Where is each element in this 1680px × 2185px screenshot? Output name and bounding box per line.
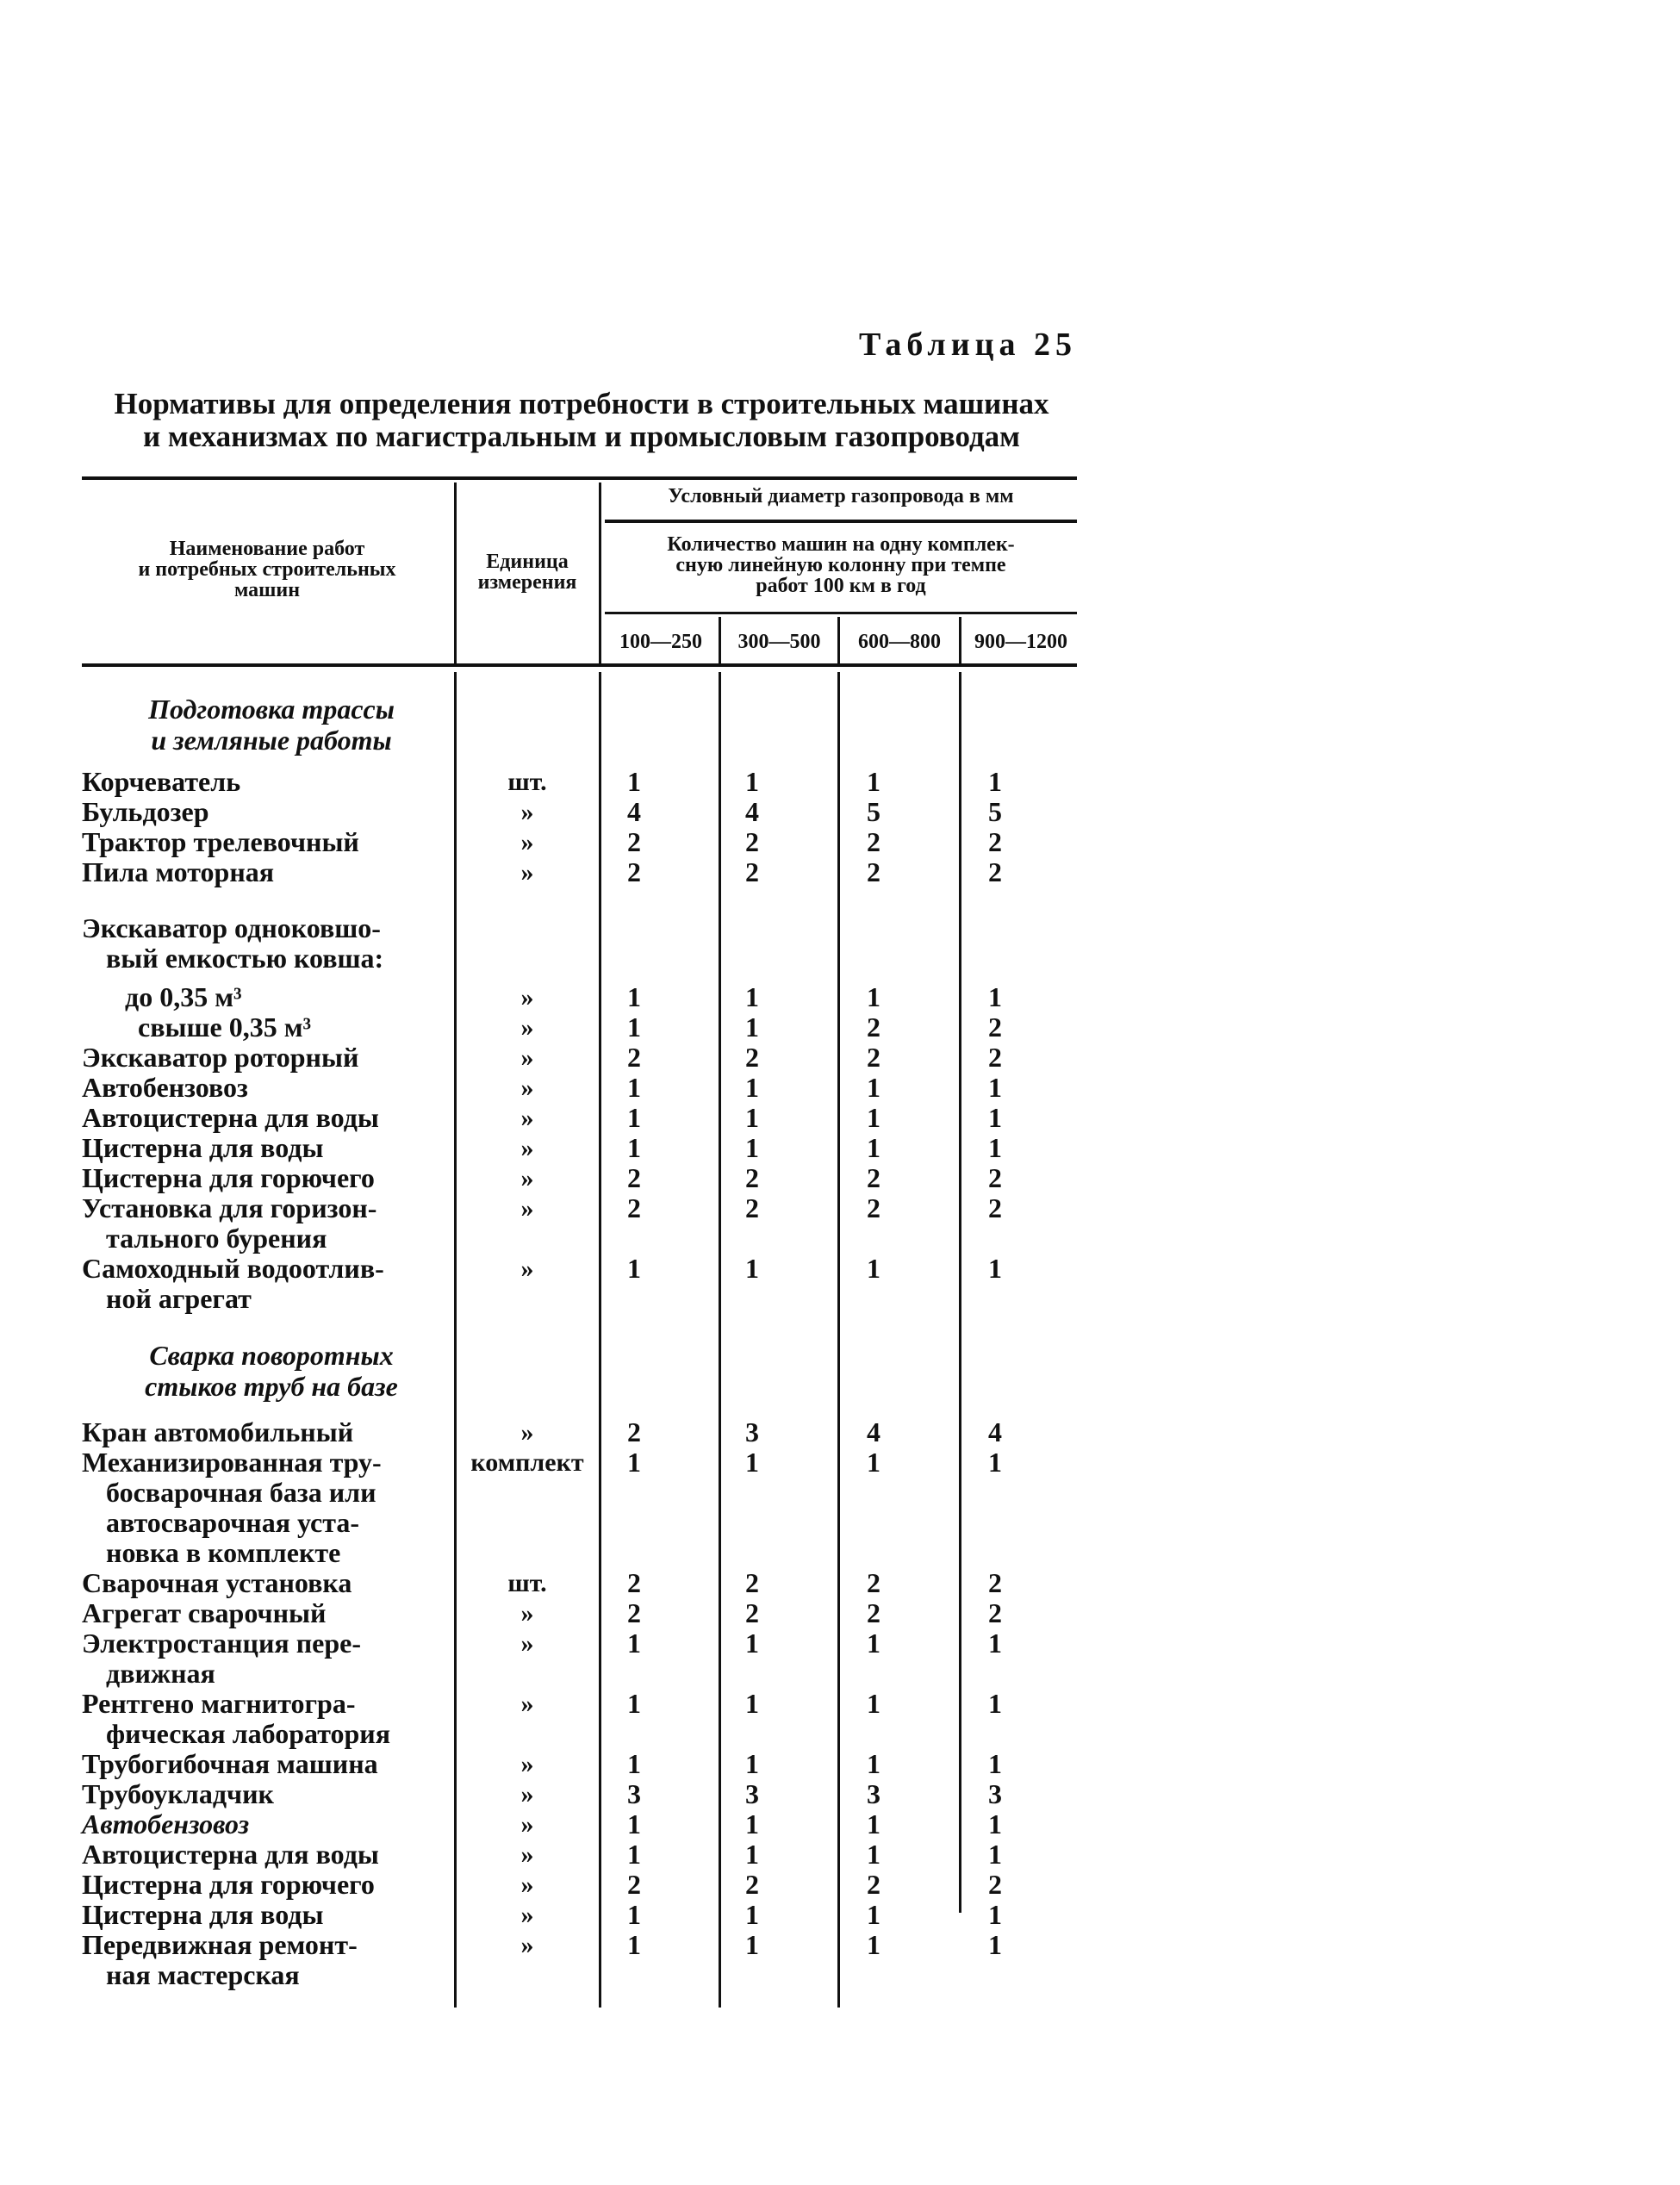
table-title-line-1: Нормативы для определения потребности в строительных машинах xyxy=(114,387,1049,420)
header-top-rule xyxy=(82,476,1077,480)
row-value: 1 xyxy=(627,981,641,1012)
row-value: 1 xyxy=(745,766,759,797)
row-unit: » xyxy=(520,1810,534,1839)
row-value: 1 xyxy=(867,1808,880,1840)
row-value: 1 xyxy=(745,1808,759,1840)
header-bottom-rule xyxy=(82,663,1077,667)
row-unit: » xyxy=(520,1871,534,1899)
row-name-line: вый емкостью ковша: xyxy=(106,943,384,974)
row-value: 1 xyxy=(988,1899,1002,1930)
section-title-line: Сварка поворотных xyxy=(149,1340,394,1371)
row-value: 1 xyxy=(988,1102,1002,1133)
row-name-line: до 0,35 м³ xyxy=(125,981,242,1012)
row-value: 2 xyxy=(867,1162,880,1193)
row-value: 2 xyxy=(745,856,759,887)
row-name-line: фическая лаборатория xyxy=(106,1718,391,1749)
row-name-line: босварочная база или xyxy=(106,1477,376,1508)
row-value: 1 xyxy=(627,1012,641,1043)
row-name-line: Передвижная ремонт- xyxy=(82,1929,358,1960)
row-value: 3 xyxy=(988,1778,1002,1809)
row-value: 2 xyxy=(867,1597,880,1628)
row-value: 3 xyxy=(867,1778,880,1809)
row-value: 1 xyxy=(867,1688,880,1719)
table-number-label: Таблица 25 xyxy=(858,327,1077,363)
row-value: 1 xyxy=(627,1102,641,1133)
row-name xyxy=(82,1163,444,1193)
row-name xyxy=(125,982,487,1012)
row-unit: » xyxy=(520,1074,534,1102)
row-unit: » xyxy=(520,1840,534,1869)
row-name-line: Автобензовоз xyxy=(82,1808,250,1840)
header-name-line: Наименование работ xyxy=(169,538,365,560)
row-value: 2 xyxy=(627,1869,641,1900)
header-name-line: и потребных строительных xyxy=(138,558,396,581)
row-unit: » xyxy=(520,1194,534,1223)
row-name xyxy=(82,1840,444,1870)
row-value: 1 xyxy=(988,1628,1002,1659)
row-value: 2 xyxy=(867,1567,880,1598)
row-value: 1 xyxy=(988,1072,1002,1103)
row-value: 1 xyxy=(745,1628,759,1659)
row-value: 1 xyxy=(988,1808,1002,1840)
row-value: 1 xyxy=(627,1628,641,1659)
row-name-line: Трактор трелевочный xyxy=(82,826,359,857)
row-name-line: Электростанция пере- xyxy=(82,1628,362,1659)
row-value: 1 xyxy=(867,981,880,1012)
header-name-line: машин xyxy=(233,579,301,601)
row-value: 1 xyxy=(988,1253,1002,1284)
row-value: 2 xyxy=(988,1567,1002,1598)
row-unit: » xyxy=(520,858,534,887)
row-value: 2 xyxy=(988,1012,1002,1043)
section-title-line: и земляные работы xyxy=(151,725,392,756)
row-value: 2 xyxy=(867,1869,880,1900)
row-value: 1 xyxy=(627,1688,641,1719)
row-name-line: Агрегат сварочный xyxy=(82,1597,327,1628)
row-value: 1 xyxy=(988,766,1002,797)
section-title xyxy=(90,694,452,756)
row-name-line: Установка для горизон- xyxy=(82,1192,377,1223)
header-diameter-rule xyxy=(605,520,1077,523)
row-value: 1 xyxy=(988,1688,1002,1719)
row-name-line: Рентгено магнитогра- xyxy=(82,1688,356,1719)
row-unit: » xyxy=(520,1164,534,1192)
row-value: 1 xyxy=(627,1899,641,1930)
row-unit: » xyxy=(520,1780,534,1808)
row-unit: комплект xyxy=(470,1448,584,1477)
row-value: 2 xyxy=(627,826,641,857)
row-value: 2 xyxy=(988,826,1002,857)
row-value: 1 xyxy=(745,1132,759,1163)
header-col-600-800: 600—800 xyxy=(858,631,941,653)
row-value: 1 xyxy=(627,1929,641,1960)
row-value: 3 xyxy=(745,1778,759,1809)
row-name-line: Автобензовоз xyxy=(82,1072,248,1103)
header-count-line: работ 100 км в год xyxy=(756,575,926,597)
row-value: 1 xyxy=(867,1628,880,1659)
row-name-line: Цистерна для горючего xyxy=(82,1162,375,1193)
header-col-900-1200: 900—1200 xyxy=(974,631,1067,653)
row-name-line: Бульдозер xyxy=(82,796,209,827)
row-name-line: Автоцистерна для воды xyxy=(82,1839,379,1870)
row-value: 4 xyxy=(627,796,641,827)
row-value: 1 xyxy=(867,1748,880,1779)
row-value: 2 xyxy=(745,1192,759,1223)
section-title-line: Подготовка трассы xyxy=(148,694,395,725)
row-value: 1 xyxy=(745,1899,759,1930)
row-name xyxy=(82,797,444,827)
row-unit: » xyxy=(520,1629,534,1658)
row-value: 1 xyxy=(988,1929,1002,1960)
row-unit: » xyxy=(520,1599,534,1628)
row-value: 2 xyxy=(988,1192,1002,1223)
row-value: 2 xyxy=(867,1012,880,1043)
row-name xyxy=(82,827,444,857)
row-value: 2 xyxy=(627,1567,641,1598)
row-value: 2 xyxy=(988,1042,1002,1073)
header-unit-column xyxy=(458,551,596,593)
row-unit: » xyxy=(520,1931,534,1959)
body-divider-unit-values xyxy=(599,672,601,2008)
row-unit: » xyxy=(520,1134,534,1162)
body-divider-name-unit xyxy=(454,672,457,2008)
header-divider-name-unit xyxy=(454,482,457,663)
body-divider-col-1 xyxy=(719,672,721,2008)
row-value: 2 xyxy=(867,826,880,857)
row-name xyxy=(82,1749,444,1779)
row-value: 2 xyxy=(627,1597,641,1628)
row-name-line: Сварочная установка xyxy=(82,1567,352,1598)
row-value: 2 xyxy=(745,1162,759,1193)
row-value: 1 xyxy=(745,1688,759,1719)
row-value: 1 xyxy=(745,1839,759,1870)
row-value: 1 xyxy=(627,1447,641,1478)
row-name xyxy=(82,1779,444,1809)
row-value: 1 xyxy=(867,1929,880,1960)
row-value: 1 xyxy=(627,766,641,797)
row-value: 1 xyxy=(745,981,759,1012)
row-value: 1 xyxy=(867,1132,880,1163)
row-value: 1 xyxy=(867,1899,880,1930)
row-unit: » xyxy=(520,1104,534,1132)
row-value: 1 xyxy=(988,1447,1002,1478)
row-value: 2 xyxy=(867,1192,880,1223)
row-name-line: ной агрегат xyxy=(106,1283,252,1314)
body-divider-col-3 xyxy=(959,672,961,1913)
row-unit: » xyxy=(520,828,534,856)
row-name-line: новка в комплекте xyxy=(106,1537,341,1568)
row-name xyxy=(82,1103,444,1133)
row-name-line: Самоходный водоотлив- xyxy=(82,1253,384,1284)
row-value: 1 xyxy=(745,1447,759,1478)
row-name-line: Трубогибочная машина xyxy=(82,1748,378,1779)
row-value: 4 xyxy=(867,1416,880,1447)
row-name-line: Корчеватель xyxy=(82,766,241,797)
row-name xyxy=(82,1073,444,1103)
table-title xyxy=(86,388,1077,453)
row-unit: » xyxy=(520,1043,534,1072)
row-value: 1 xyxy=(867,1253,880,1284)
row-value: 2 xyxy=(867,856,880,887)
row-name-line: свыше 0,35 м³ xyxy=(138,1012,312,1043)
section-title-line: стыков труб на базе xyxy=(145,1371,398,1402)
row-value: 2 xyxy=(988,856,1002,887)
row-name xyxy=(82,1417,444,1447)
row-value: 1 xyxy=(867,1447,880,1478)
header-unit-line: измерения xyxy=(477,571,577,594)
row-value: 2 xyxy=(627,1192,641,1223)
row-value: 1 xyxy=(745,1748,759,1779)
row-value: 1 xyxy=(745,1253,759,1284)
row-value: 1 xyxy=(627,1132,641,1163)
row-name xyxy=(82,1043,444,1073)
row-value: 2 xyxy=(627,1042,641,1073)
table-title-line-2: и механизмах по магистральным и промысловым газопроводам xyxy=(143,420,1020,453)
row-value: 3 xyxy=(627,1778,641,1809)
row-value: 2 xyxy=(988,1869,1002,1900)
row-value: 1 xyxy=(627,1748,641,1779)
row-value: 2 xyxy=(627,1416,641,1447)
row-value: 1 xyxy=(867,1102,880,1133)
row-value: 1 xyxy=(988,1748,1002,1779)
row-value: 1 xyxy=(745,1102,759,1133)
row-value: 3 xyxy=(745,1416,759,1447)
row-value: 4 xyxy=(988,1416,1002,1447)
row-name-line: движная xyxy=(106,1658,215,1689)
row-name xyxy=(82,1193,444,1254)
row-name xyxy=(82,1900,444,1930)
row-value: 2 xyxy=(627,856,641,887)
row-unit: шт. xyxy=(507,768,547,796)
row-name xyxy=(82,1447,444,1568)
row-unit: » xyxy=(520,1901,534,1929)
row-name-line: Пила моторная xyxy=(82,856,275,887)
row-name-line: Цистерна для воды xyxy=(82,1132,324,1163)
row-value: 2 xyxy=(745,1869,759,1900)
header-col-100-250: 100—250 xyxy=(619,631,702,653)
row-value: 2 xyxy=(745,826,759,857)
row-unit: » xyxy=(520,798,534,826)
row-value: 2 xyxy=(867,1042,880,1073)
row-value: 1 xyxy=(627,1839,641,1870)
row-name xyxy=(82,1254,444,1314)
row-value: 1 xyxy=(867,766,880,797)
header-col-300-500: 300—500 xyxy=(737,631,821,653)
row-value: 1 xyxy=(745,1929,759,1960)
row-unit: » xyxy=(520,1013,534,1042)
row-name xyxy=(82,1930,444,1990)
row-name xyxy=(82,857,444,887)
row-name-line: Кран автомобильный xyxy=(82,1416,354,1447)
row-unit: » xyxy=(520,1418,534,1447)
row-value: 2 xyxy=(745,1597,759,1628)
row-name-line: Механизированная тру- xyxy=(82,1447,382,1478)
row-unit: » xyxy=(520,1254,534,1283)
header-count-rule xyxy=(605,612,1077,614)
row-name-line: Цистерна для горючего xyxy=(82,1869,375,1900)
row-value: 1 xyxy=(745,1012,759,1043)
row-name xyxy=(82,1628,444,1689)
row-name-line: Цистерна для воды xyxy=(82,1899,324,1930)
row-value: 2 xyxy=(745,1567,759,1598)
row-value: 1 xyxy=(627,1808,641,1840)
header-diameter-label: Условный диаметр газопровода в мм xyxy=(668,485,1014,507)
row-name-line: Экскаватор роторный xyxy=(82,1042,359,1073)
row-value: 2 xyxy=(988,1597,1002,1628)
row-value: 1 xyxy=(988,981,1002,1012)
row-name xyxy=(82,1598,444,1628)
row-value: 5 xyxy=(988,796,1002,827)
row-name xyxy=(82,1870,444,1900)
row-name-line: тального бурения xyxy=(106,1223,327,1254)
row-value: 2 xyxy=(627,1162,641,1193)
row-name xyxy=(82,913,444,974)
row-value: 1 xyxy=(867,1072,880,1103)
row-value: 2 xyxy=(745,1042,759,1073)
header-divider-unit-values xyxy=(599,482,601,663)
row-value: 4 xyxy=(745,796,759,827)
header-count-line: Количество машин на одну комплек- xyxy=(667,533,1015,556)
row-name-line: автосварочная уста- xyxy=(106,1507,360,1538)
row-value: 1 xyxy=(867,1839,880,1870)
row-name xyxy=(82,1133,444,1163)
row-name xyxy=(82,767,444,797)
header-count-line: сную линейную колонну при темпе xyxy=(675,554,1006,576)
row-unit: » xyxy=(520,1750,534,1778)
row-name-line: Автоцистерна для воды xyxy=(82,1102,379,1133)
row-unit: шт. xyxy=(507,1569,547,1597)
row-value: 1 xyxy=(627,1253,641,1284)
row-name-line: ная мастерская xyxy=(106,1959,300,1990)
header-count-label xyxy=(605,534,1077,596)
row-name-line: Экскаватор одноковшо- xyxy=(82,912,381,943)
row-name xyxy=(138,1012,500,1043)
header-unit-line: Единица xyxy=(486,551,569,573)
row-value: 5 xyxy=(867,796,880,827)
row-unit: » xyxy=(520,983,534,1012)
row-name xyxy=(82,1809,444,1840)
header-name-column xyxy=(86,538,448,601)
section-title xyxy=(90,1340,452,1402)
row-unit: » xyxy=(520,1690,534,1718)
row-value: 1 xyxy=(627,1072,641,1103)
row-name xyxy=(82,1568,444,1598)
row-value: 1 xyxy=(988,1132,1002,1163)
body-divider-col-2 xyxy=(837,672,840,2008)
row-name xyxy=(82,1689,444,1749)
row-value: 2 xyxy=(988,1162,1002,1193)
row-value: 1 xyxy=(988,1839,1002,1870)
row-name-line: Трубоукладчик xyxy=(82,1778,274,1809)
row-value: 1 xyxy=(745,1072,759,1103)
